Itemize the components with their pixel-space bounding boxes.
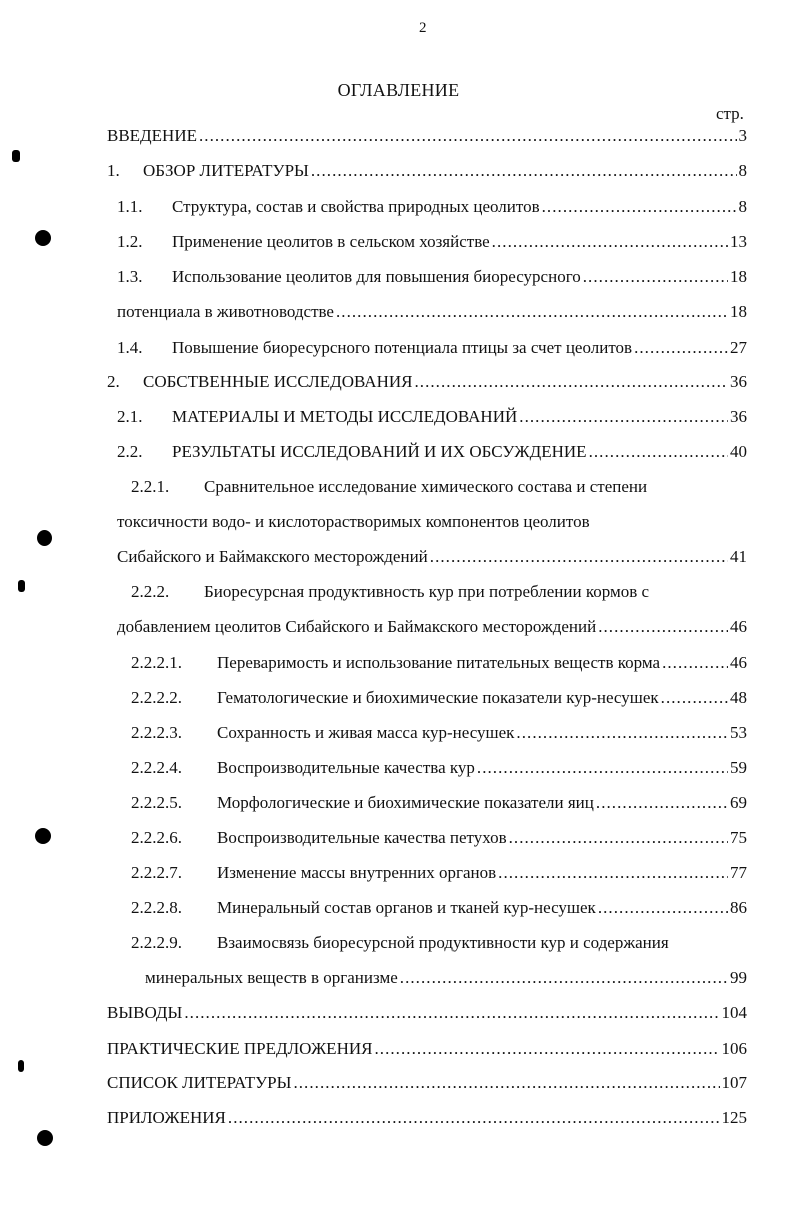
toc-entry-2-2-2-2[interactable] <box>131 686 747 710</box>
toc-page: 18 <box>730 302 747 321</box>
toc-page: 104 <box>721 1003 747 1022</box>
toc-entry-appendices[interactable] <box>107 1106 747 1130</box>
toc-entry-ch2[interactable] <box>107 370 747 394</box>
toc-entry-ch1[interactable] <box>107 159 747 183</box>
binder-hole-mark <box>18 580 25 592</box>
toc-page: 36 <box>730 407 747 426</box>
toc-label: ПРАКТИЧЕСКИЕ ПРЕДЛОЖЕНИЯ <box>107 1039 373 1058</box>
toc-label: Переваримость и использование питательных веществ корма <box>217 653 661 672</box>
toc-number: 2.2.2.1. <box>131 653 182 672</box>
toc-label: ПРИЛОЖЕНИЯ <box>107 1108 226 1127</box>
toc-label: Сохранность и живая масса кур-несушек <box>217 723 515 742</box>
toc-label: Гематологические и биохимические показатели кур-несушек <box>217 688 659 707</box>
toc-label: ВЫВОДЫ <box>107 1003 183 1022</box>
toc-entry-1-4[interactable] <box>117 336 747 360</box>
leader-dots <box>228 1106 720 1130</box>
toc-label: Минеральный состав органов и тканей кур-несушек <box>217 898 596 917</box>
toc-number: 1.4. <box>117 338 143 357</box>
toc-entry-2-2-2-4[interactable] <box>131 756 747 780</box>
toc-page: 8 <box>738 161 747 180</box>
toc-label: МАТЕРИАЛЫ И МЕТОДЫ ИССЛЕДОВАНИЙ <box>172 407 518 426</box>
toc-label: минеральных веществ в организме <box>145 968 398 987</box>
toc-page: 59 <box>730 758 747 777</box>
toc-entry-2-2-2-3[interactable] <box>131 721 747 745</box>
toc-label: Морфологические и биохимические показатели яиц <box>217 793 594 812</box>
toc-number: 1.3. <box>117 267 143 286</box>
toc-entry-practical[interactable] <box>107 1037 747 1061</box>
binder-hole-mark <box>37 1130 53 1146</box>
toc-entry-intro[interactable] <box>107 124 747 148</box>
toc-number: 2.2.2.2. <box>131 688 182 707</box>
toc-page: 41 <box>730 547 747 566</box>
toc-entry-1-1[interactable] <box>117 195 747 219</box>
toc-number: 2.2.2.9. <box>131 933 182 952</box>
toc-label: Структура, состав и свойства природных цеолитов <box>172 197 540 216</box>
toc-label: РЕЗУЛЬТАТЫ ИССЛЕДОВАНИЙ И ИХ ОБСУЖДЕНИЕ <box>172 442 587 461</box>
toc-number: 2.1. <box>117 407 143 426</box>
toc-label: Воспроизводительные качества кур <box>217 758 475 777</box>
toc-number: 1. <box>107 161 120 180</box>
toc-page: 27 <box>730 338 747 357</box>
toc-label-line: Сравнительное исследование химического состава и степени <box>204 477 648 496</box>
leader-dots <box>498 861 728 885</box>
toc-label: добавлением цеолитов Сибайского и Баймакского месторождений <box>117 617 597 636</box>
toc-page: 48 <box>730 688 747 707</box>
toc-page: 46 <box>730 653 747 672</box>
leader-dots <box>596 791 728 815</box>
page-title: ОГЛАВЛЕНИЕ <box>337 80 460 100</box>
toc-entry-2-2-2-7[interactable] <box>131 861 747 885</box>
binder-hole-mark <box>35 828 51 844</box>
toc-entry-references[interactable] <box>107 1071 747 1095</box>
leader-dots <box>516 721 728 745</box>
toc-label: СОБСТВЕННЫЕ ИССЛЕДОВАНИЯ <box>143 372 413 391</box>
leader-dots <box>634 336 728 360</box>
toc-label-line: Биоресурсная продуктивность кур при потреблении кормов с <box>204 582 650 601</box>
toc-page: 53 <box>730 723 747 742</box>
toc-number: 2.2.2.3. <box>131 723 182 742</box>
toc-label: Изменение массы внутренних органов <box>217 863 497 882</box>
leader-dots <box>492 230 728 254</box>
leader-dots <box>598 615 728 639</box>
toc-label: Сибайского и Баймакского месторождений <box>117 547 428 566</box>
toc-number: 2.2.1. <box>131 477 170 496</box>
toc-page: 18 <box>730 267 747 286</box>
toc-entry-2-1[interactable] <box>117 405 747 429</box>
toc-entry-2-2[interactable] <box>117 440 747 464</box>
toc-number: 2.2.2.4. <box>131 758 182 777</box>
toc-entry-1-2[interactable] <box>117 230 747 254</box>
leader-dots <box>336 300 728 324</box>
leader-dots <box>293 1071 719 1095</box>
page-column-label: стр. <box>716 104 744 123</box>
toc-number: 2.2.2.5. <box>131 793 182 812</box>
leader-dots <box>400 966 728 990</box>
toc-page: 75 <box>730 828 747 847</box>
toc-number: 2.2. <box>117 442 143 461</box>
leader-dots <box>477 756 728 780</box>
leader-dots <box>509 826 728 850</box>
toc-page: 106 <box>721 1039 747 1058</box>
binder-hole-mark <box>12 150 20 162</box>
leader-dots <box>662 651 728 675</box>
binder-hole-mark <box>35 230 51 246</box>
toc-label: СПИСОК ЛИТЕРАТУРЫ <box>107 1073 292 1092</box>
toc-page: 36 <box>730 372 747 391</box>
toc-label: Воспроизводительные качества петухов <box>217 828 507 847</box>
leader-dots <box>583 265 728 289</box>
toc-page: 3 <box>738 126 747 145</box>
leader-dots <box>519 405 728 429</box>
leader-dots <box>374 1037 719 1061</box>
toc-entry-conclusions[interactable] <box>107 1001 747 1025</box>
toc-entry-2-2-2-8[interactable] <box>131 896 747 920</box>
leader-dots <box>598 896 728 920</box>
toc-page: 77 <box>730 863 747 882</box>
toc-label: потенциала в животноводстве <box>117 302 334 321</box>
leader-dots <box>199 124 737 148</box>
leader-dots <box>311 159 737 183</box>
toc-number: 1.1. <box>117 197 143 216</box>
toc-entry-2-2-2-5[interactable] <box>131 791 747 815</box>
toc-label: ВВЕДЕНИЕ <box>107 126 197 145</box>
toc-page: 99 <box>730 968 747 987</box>
toc-page: 107 <box>721 1073 747 1092</box>
toc-page: 13 <box>730 232 747 251</box>
toc-label: Использование цеолитов для повышения биоресурсного <box>172 267 581 286</box>
toc-number: 2.2.2. <box>131 582 170 601</box>
toc-page: 40 <box>730 442 747 461</box>
toc-number: 1.2. <box>117 232 143 251</box>
toc-label: ОБЗОР ЛИТЕРАТУРЫ <box>143 161 309 180</box>
leader-dots <box>430 545 728 569</box>
toc-page: 69 <box>730 793 747 812</box>
leader-dots <box>661 686 728 710</box>
toc-number: 2.2.2.7. <box>131 863 182 882</box>
toc-label: Применение цеолитов в сельском хозяйстве <box>172 232 490 251</box>
toc-entry-2-2-2-6[interactable] <box>131 826 747 850</box>
toc-page: 125 <box>721 1108 747 1127</box>
toc-label-line: Взаимосвязь биоресурсной продуктивности кур и содержания <box>217 933 669 952</box>
leader-dots <box>542 195 737 219</box>
toc-label: Повышение биоресурсного потенциала птицы за счет цеолитов <box>172 338 633 357</box>
leader-dots <box>414 370 728 394</box>
toc-entry-2-2-2-1[interactable] <box>131 651 747 675</box>
toc-page: 46 <box>730 617 747 636</box>
page-number: 2 <box>419 20 427 36</box>
toc-number: 2.2.2.6. <box>131 828 182 847</box>
toc-label-line: токсичности водо- и кислоторастворимых компонентов цеолитов <box>117 512 590 531</box>
toc-entry-1-3[interactable] <box>117 265 747 289</box>
toc-page: 86 <box>730 898 747 917</box>
leader-dots <box>589 440 728 464</box>
binder-hole-mark <box>37 530 52 546</box>
toc-page: 8 <box>738 197 747 216</box>
toc-number: 2. <box>107 372 120 391</box>
binder-hole-mark <box>18 1060 24 1072</box>
leader-dots <box>184 1001 719 1025</box>
toc-entry-1-3-continued[interactable] <box>117 300 747 324</box>
toc-number: 2.2.2.8. <box>131 898 182 917</box>
